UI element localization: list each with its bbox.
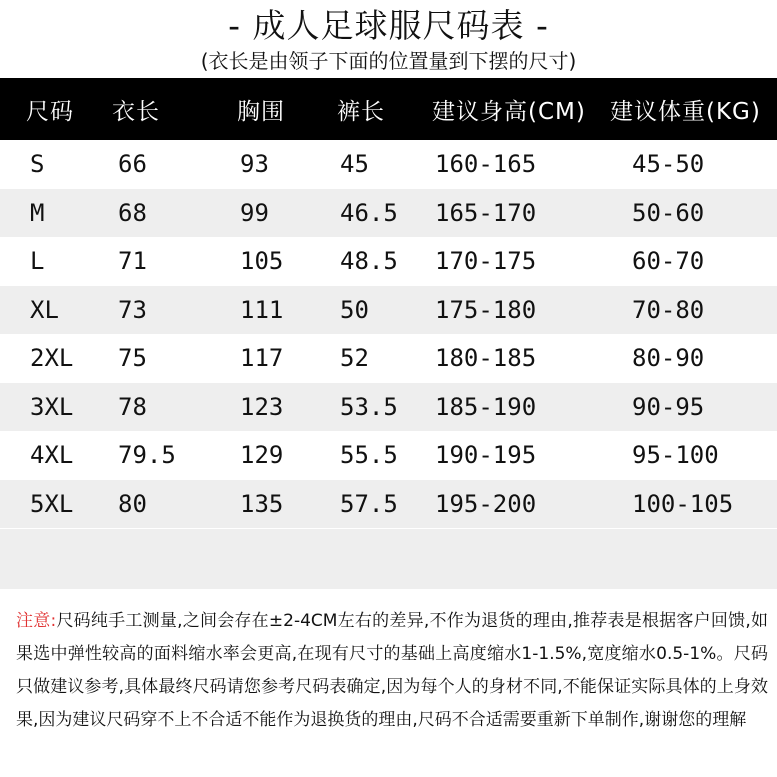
cell-chest: 117	[240, 344, 284, 373]
sizing-note	[16, 605, 768, 737]
cell-height: 170-175	[435, 247, 537, 276]
cell-chest: 105	[240, 247, 284, 276]
cell-size: 2XL	[30, 344, 74, 373]
cell-length: 78	[118, 392, 147, 421]
cell-weight: 50-60	[632, 198, 705, 227]
cell-length: 75	[118, 344, 147, 373]
cell-size: S	[30, 150, 45, 179]
table-row	[0, 237, 777, 286]
cell-size: M	[30, 198, 45, 227]
table-row	[0, 140, 777, 189]
cell-chest: 123	[240, 392, 284, 421]
cell-weight: 95-100	[632, 441, 719, 470]
cell-size: L	[30, 247, 45, 276]
header-height: 建议身高(CM)	[432, 98, 586, 125]
table-header	[0, 78, 777, 140]
cell-length: 79.5	[118, 441, 176, 470]
cell-pants-length: 55.5	[340, 441, 398, 470]
cell-chest: 135	[240, 489, 284, 518]
cell-height: 195-200	[435, 489, 537, 518]
cell-height: 190-195	[435, 441, 537, 470]
cell-pants-length: 45	[340, 150, 369, 179]
table-row	[0, 431, 777, 480]
table-row	[0, 480, 777, 529]
table-row	[0, 383, 777, 432]
cell-pants-length: 52	[340, 344, 369, 373]
cell-size: 5XL	[30, 489, 74, 518]
note-text: 尺码纯手工测量,之间会存在±2-4CM左右的差异,不作为退货的理由,推荐表是根据客户回馈,如果选中弹性较高的面料缩水率会更高,在现有尺寸的基础上高度缩水1-1.5%,宽度缩水0.5-1%。尺码只做建议参考,具体最终尺码请您参考尺码表确定,因为每个人的身材不同,不能保证实际具体的上身效果,因为建议尺码穿不上不合适不能作为退换货的理由,尺码不合适需要重新下单制作,谢谢您的理解	[16, 611, 768, 730]
cell-height: 185-190	[435, 392, 537, 421]
table-row	[0, 286, 777, 335]
cell-chest: 111	[240, 295, 284, 324]
cell-height: 175-180	[435, 295, 537, 324]
table-row	[0, 189, 777, 238]
header-pants-length: 裤长	[337, 98, 385, 125]
cell-pants-length: 53.5	[340, 392, 398, 421]
table-row	[0, 334, 777, 383]
page-title: - 成人足球服尺码表 -	[228, 6, 549, 45]
cell-weight: 45-50	[632, 150, 705, 179]
size-chart-table	[0, 78, 777, 528]
cell-chest: 93	[240, 150, 269, 179]
header-length: 衣长	[112, 98, 160, 125]
cell-weight: 90-95	[632, 392, 705, 421]
cell-weight: 60-70	[632, 247, 705, 276]
cell-chest: 129	[240, 441, 284, 470]
cell-height: 180-185	[435, 344, 537, 373]
cell-weight: 80-90	[632, 344, 705, 373]
header-chest: 胸围	[237, 98, 285, 125]
page-subtitle: (衣长是由领子下面的位置量到下摆的尺寸)	[200, 49, 577, 73]
cell-height: 160-165	[435, 150, 537, 179]
cell-weight: 100-105	[632, 489, 734, 518]
cell-pants-length: 48.5	[340, 247, 398, 276]
cell-pants-length: 57.5	[340, 489, 398, 518]
cell-size: XL	[30, 295, 59, 324]
cell-pants-length: 46.5	[340, 198, 398, 227]
note-label: 注意:	[16, 611, 57, 631]
header-weight: 建议体重(KG)	[610, 98, 761, 125]
cell-length: 80	[118, 489, 147, 518]
spacer-band	[0, 529, 777, 589]
cell-length: 73	[118, 295, 147, 324]
cell-length: 68	[118, 198, 147, 227]
cell-length: 71	[118, 247, 147, 276]
cell-pants-length: 50	[340, 295, 369, 324]
header-size: 尺码	[26, 98, 74, 125]
cell-chest: 99	[240, 198, 269, 227]
cell-size: 3XL	[30, 392, 74, 421]
cell-weight: 70-80	[632, 295, 705, 324]
cell-length: 66	[118, 150, 147, 179]
cell-height: 165-170	[435, 198, 537, 227]
cell-size: 4XL	[30, 441, 74, 470]
